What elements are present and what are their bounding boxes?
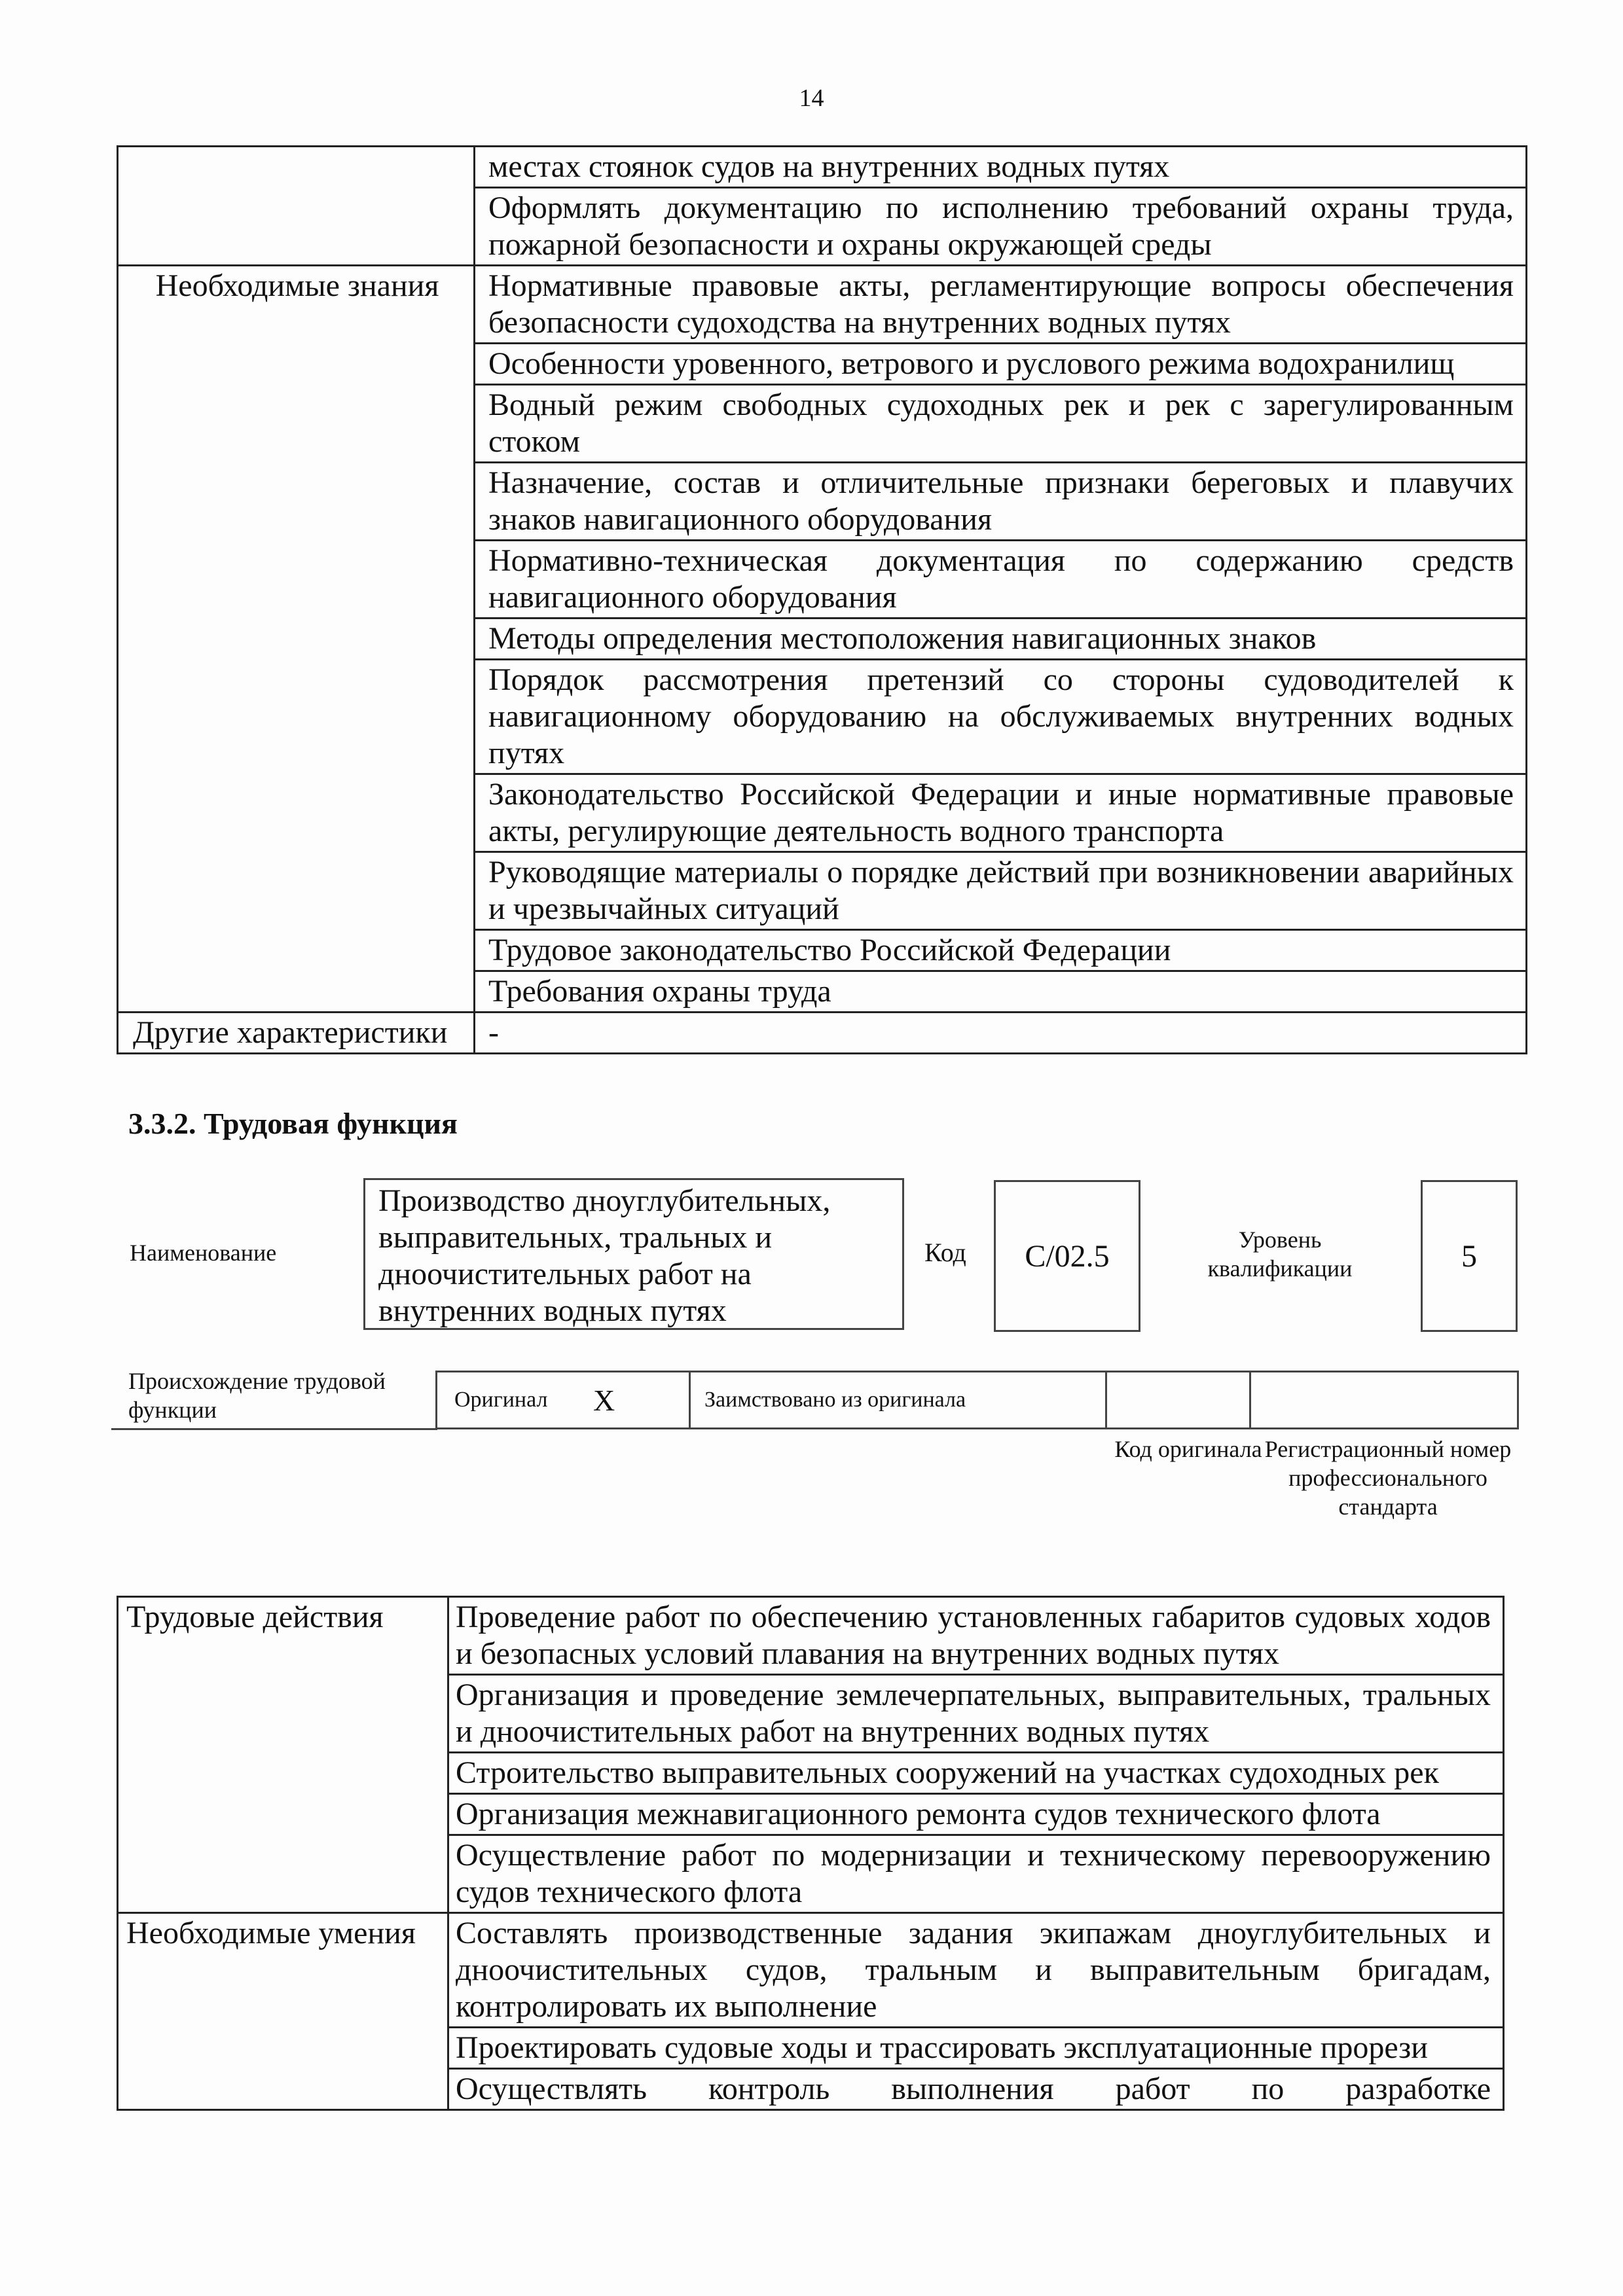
actions-table bbox=[117, 1596, 1504, 2111]
table-cell: Осуществлять контроль выполнения работ по разработке bbox=[448, 2069, 1504, 2110]
origin-box bbox=[435, 1371, 1519, 1429]
table-cell: Проектировать судовые ходы и трассировать эксплуатационные прорези bbox=[448, 2028, 1504, 2069]
code-label: Код bbox=[924, 1238, 966, 1267]
table-cell: Законодательство Российской Федерации и иные нормативные правовые акты, регулирующие деятельность водного транспорта bbox=[475, 774, 1527, 852]
divider bbox=[1105, 1372, 1107, 1427]
table-cell: Порядок рассмотрения претензий со стороны судоводителей к навигационному оборудованию на обслуживаемых внутренних водных путях bbox=[475, 660, 1527, 774]
name-label: Наименование bbox=[130, 1240, 277, 1266]
code-caption: Код оригинала bbox=[1114, 1436, 1262, 1462]
qualification-level: 5 bbox=[1421, 1180, 1518, 1332]
table-cell: Методы определения местоположения навигационных знаков bbox=[475, 619, 1527, 660]
table-cell: Трудовое законодательство Российской Федерации bbox=[475, 930, 1527, 971]
table-cell: Составлять производственные задания экипажам дноуглубительных и дноочистительных судов, тральным и выправительным бригадам, контролировать их выполнение bbox=[448, 1913, 1504, 2028]
origin-label: Происхождение трудовой функции bbox=[128, 1368, 386, 1423]
other-value: - bbox=[475, 1013, 1527, 1054]
table-cell: Организация межнавигационного ремонта судов технического флота bbox=[448, 1794, 1504, 1835]
level-label: Уровень квалификации bbox=[1207, 1227, 1353, 1282]
divider bbox=[689, 1372, 691, 1427]
table-cell: Проведение работ по обеспечению установленных габаритов судовых ходов и безопасных условий плавания на внутренних водных путях bbox=[448, 1597, 1504, 1675]
function-code: C/02.5 bbox=[994, 1180, 1140, 1332]
actions-label: Трудовые действия bbox=[118, 1597, 448, 1913]
table-row bbox=[118, 1013, 1527, 1054]
page-number: 14 bbox=[799, 84, 824, 112]
table-cell: Нормативные правовые акты, регламентирующие вопросы обеспечения безопасности судоходства на внутренних водных путях bbox=[475, 266, 1527, 344]
table-cell: Организация и проведение землечерпательных, выправительных, тральных и дноочистительных работ на внутренних водных путях bbox=[448, 1675, 1504, 1753]
knowledge-label: Необходимые знания bbox=[118, 266, 475, 1013]
table-cell: Нормативно-техническая документация по содержанию средств навигационного оборудования bbox=[475, 541, 1527, 619]
table-cell: Руководящие материалы о порядке действий при возникновении аварийных и чрезвычайных ситуаций bbox=[475, 852, 1527, 930]
skills-label: Необходимые умения bbox=[118, 1913, 448, 2110]
table-row bbox=[118, 147, 1527, 188]
original-mark: X bbox=[593, 1383, 615, 1417]
table-cell-empty bbox=[118, 147, 475, 266]
other-label: Другие характеристики bbox=[118, 1013, 475, 1054]
table-cell: Осуществление работ по модернизации и техническому перевооружению судов технического флота bbox=[448, 1835, 1504, 1913]
table-row bbox=[118, 1913, 1504, 2028]
table-cell: Требования охраны труда bbox=[475, 971, 1527, 1013]
table-cell: местах стоянок судов на внутренних водных путях bbox=[475, 147, 1527, 188]
origin-underline bbox=[111, 1428, 437, 1430]
section-heading: 3.3.2. Трудовая функция bbox=[128, 1107, 458, 1140]
reg-caption: Регистрационный номер профессионального стандарта bbox=[1264, 1436, 1512, 1520]
table-cell: Водный режим свободных судоходных рек и рек с зарегулированным стоком bbox=[475, 385, 1527, 463]
table-cell: Назначение, состав и отличительные признаки береговых и плавучих знаков навигационного оборудования bbox=[475, 463, 1527, 541]
borrowed-label: Заимствовано из оригинала bbox=[704, 1388, 966, 1412]
divider bbox=[1249, 1372, 1251, 1427]
table-cell: Оформлять документацию по исполнению требований охраны труда, пожарной безопасности и охраны окружающей среды bbox=[475, 188, 1527, 266]
table-cell: Строительство выправительных сооружений на участках судоходных рек bbox=[448, 1753, 1504, 1794]
table-row bbox=[118, 1597, 1504, 1675]
original-label: Оригинал bbox=[454, 1388, 548, 1412]
knowledge-table bbox=[117, 145, 1527, 1054]
table-row bbox=[118, 266, 1527, 344]
table-cell: Особенности уровенного, ветрового и руслового режима водохранилищ bbox=[475, 344, 1527, 385]
function-name: Производство дноуглубительных, выправительных, тральных и дноочистительных работ на внутренних водных путях bbox=[363, 1178, 904, 1330]
